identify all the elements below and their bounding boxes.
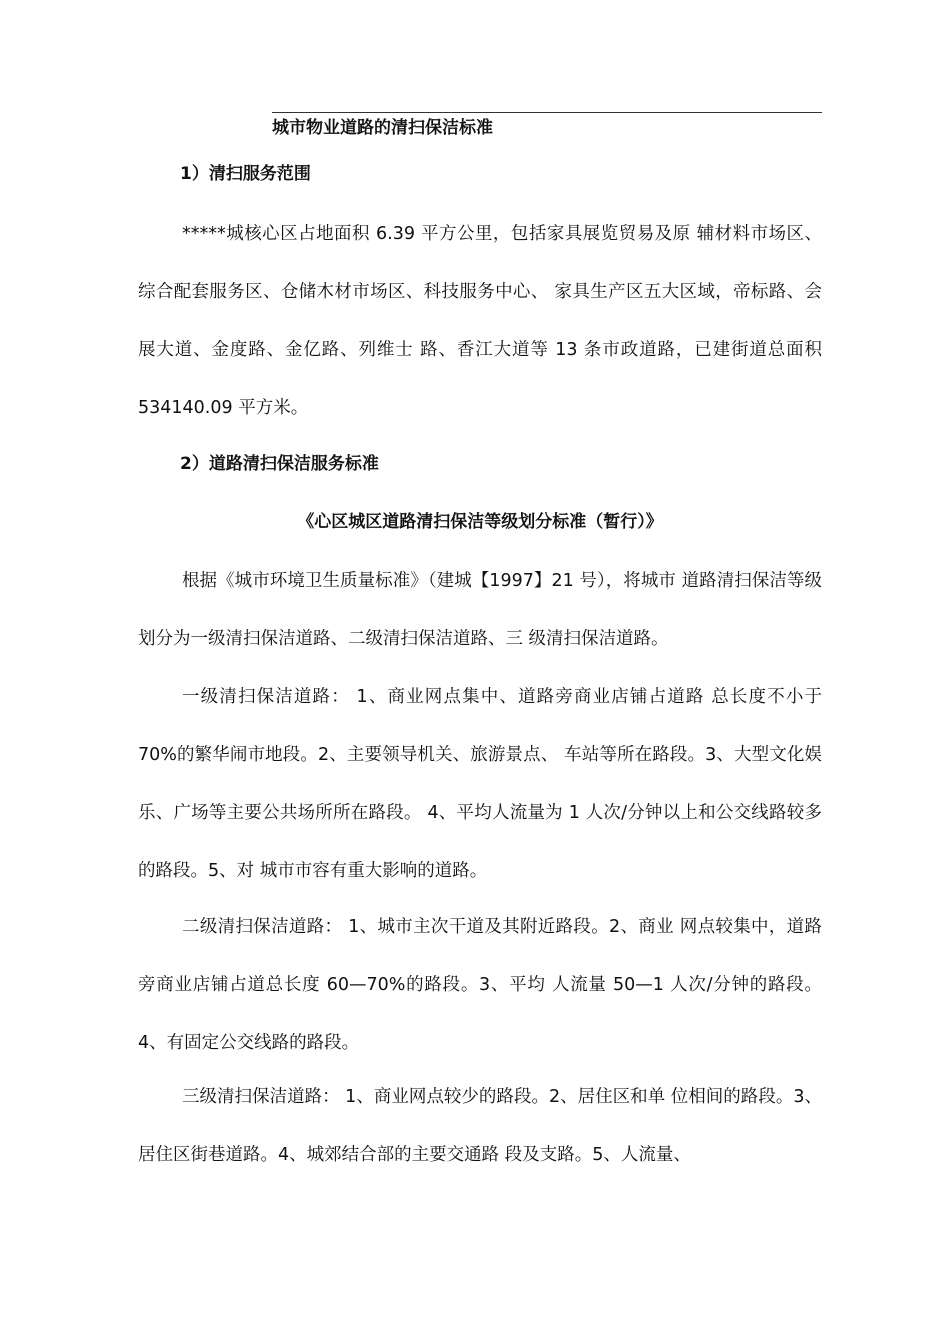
paragraph-level-3: 三级清扫保洁道路： 1、商业网点较少的路段。2、居住区和单 位相间的路段。3、居住区街巷道路。4、城郊结合部的主要交通路 段及支路。5、人流量、	[138, 1087, 822, 1165]
paragraph-intro: 根据《城市环境卫生质量标准》（建城【1997】21 号），将城市 道路清扫保洁等级划分为一级清扫保洁道路、二级清扫保洁道路、三 级清扫保洁道路。	[138, 571, 822, 649]
standard-subtitle: 《心区城区道路清扫保洁等级划分标准（暂行）》	[297, 512, 663, 532]
header-rule	[272, 112, 822, 113]
section-1-heading: 1）清扫服务范围	[180, 164, 311, 184]
section-1-paragraph: *****城核心区占地面积 6.39 平方公里，包括家具展览贸易及原 辅材料市场区、综合配套服务区、仓储木材市场区、科技服务中心、 家具生产区五大区域，帝标路、会展大道、金度路、金亿路、列维士 路、香江大道等 13 条市政道路，已建街道总面积 534140.09 平方米。	[138, 224, 822, 418]
paragraph-level-1: 一级清扫保洁道路： 1、商业网点集中、道路旁商业店铺占道路 总长度不小于 70%的繁华闹市地段。2、主要领导机关、旅游景点、 车站等所在路段。3、大型文化娱乐、广场等主要公共场所所在路段。 4、平均人流量为 1 人次/分钟以上和公交线路较多的路段。5、对 城市市容有重大影响的道路。	[138, 687, 822, 881]
document-title: 城市物业道路的清扫保洁标准	[272, 118, 493, 138]
paragraph-level-2: 二级清扫保洁道路： 1、城市主次干道及其附近路段。2、商业 网点较集中，道路旁商业店铺占道总长度 60—70%的路段。3、平均 人流量 50—1 人次/分钟的路段。4、有固定公交线路的路段。	[138, 917, 822, 1053]
section-2-heading: 2）道路清扫保洁服务标准	[180, 454, 379, 474]
